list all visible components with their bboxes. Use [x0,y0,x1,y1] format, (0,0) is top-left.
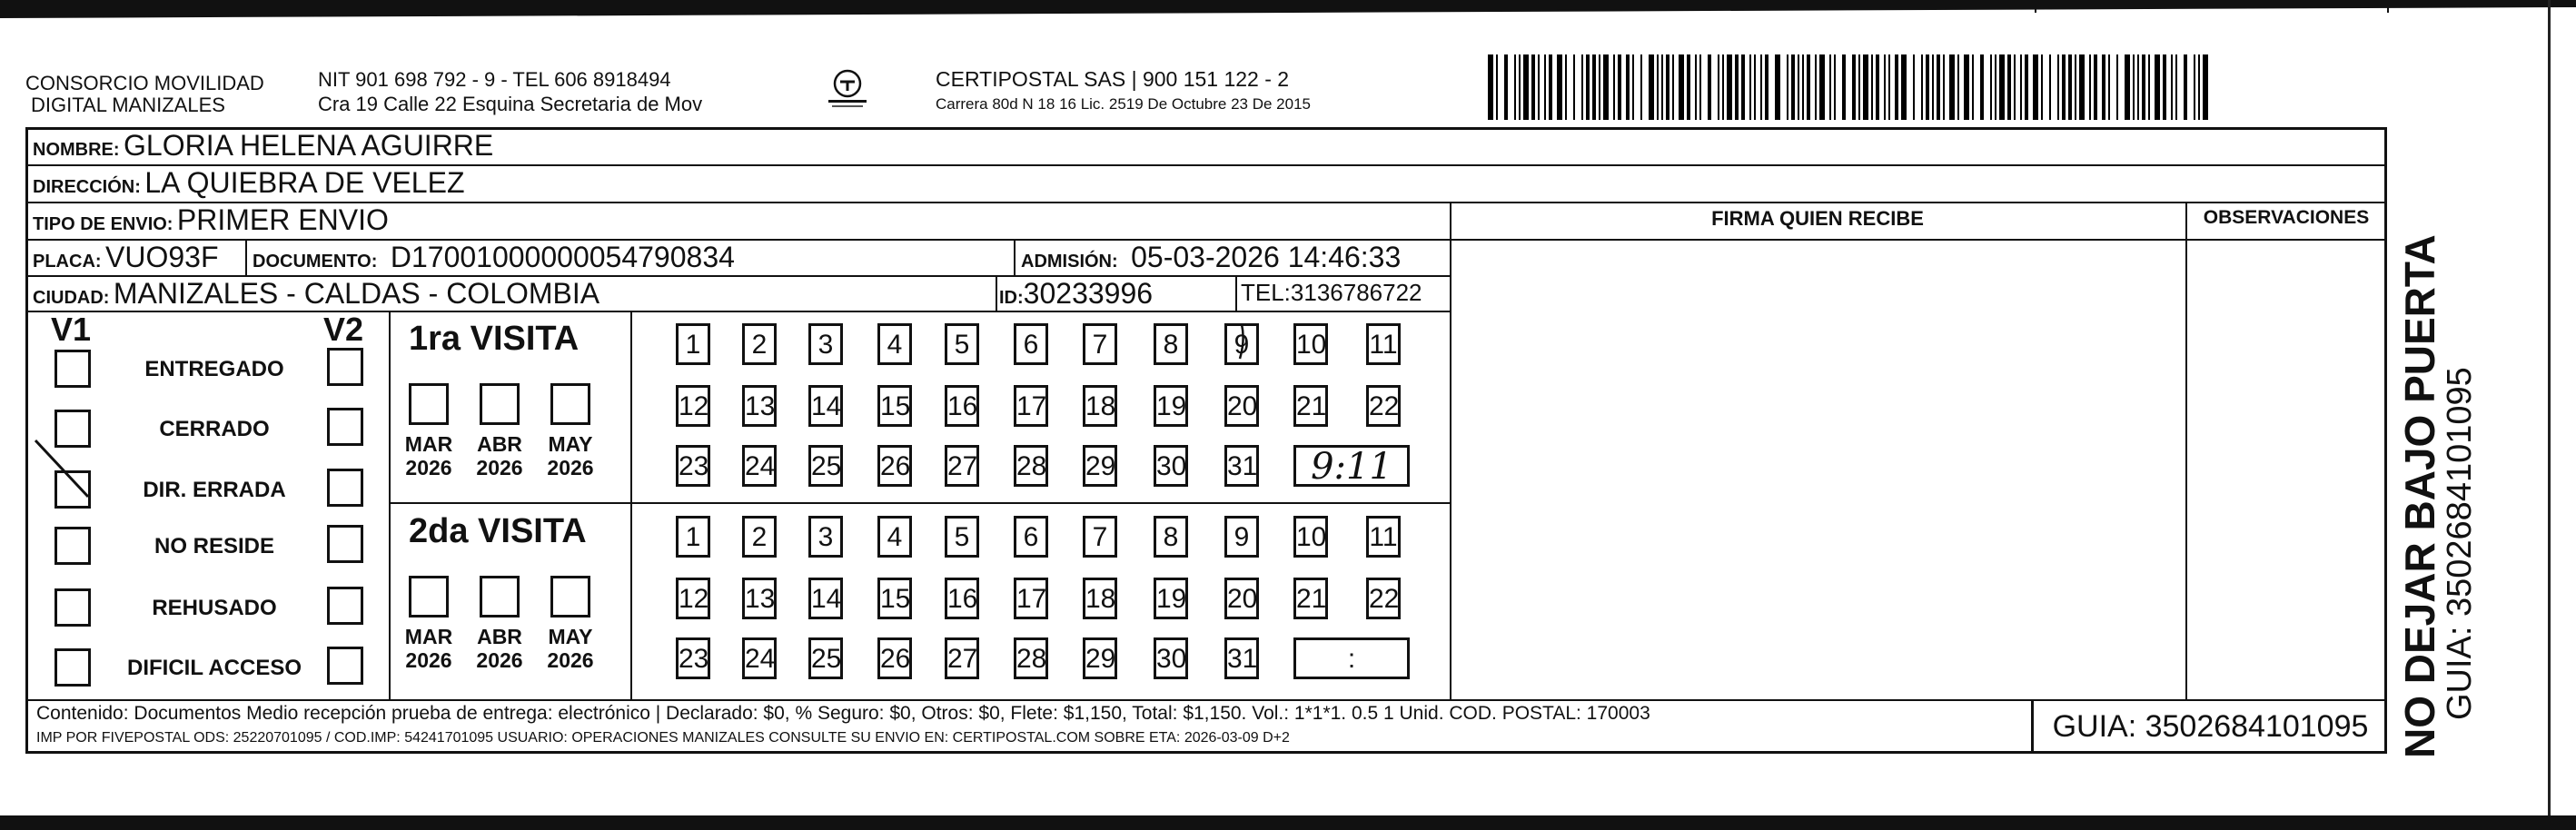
barcode-bar [1802,54,1804,120]
month-year: 2026 [547,648,594,672]
barcode-bar [1657,54,1659,120]
month-name: MAY [548,432,593,456]
status-option-label: REHUSADO [152,596,277,620]
firma-column-divider [1450,202,1451,699]
day-box[interactable]: 10 [1293,516,1328,558]
barcode-bar [1937,54,1940,120]
barcode-bar [1514,54,1516,120]
nombre-value: GLORIA HELENA AGUIRRE [124,129,494,162]
direccion-row [33,166,464,200]
barcode [1488,54,2211,120]
barcode-bar [1852,54,1856,120]
v2-checkbox[interactable] [327,348,363,386]
ciudad-cell [33,277,599,311]
barcode-bar [2075,54,2076,120]
placa-label: PLACA: [33,252,102,272]
month-checkbox[interactable] [409,576,449,618]
barcode-bar [1990,54,1992,120]
observaciones-label: OBSERVACIONES [2203,207,2370,228]
barcode-bar [2102,54,2105,120]
visit-time: 9:11 [1311,446,1392,488]
day-box[interactable]: 14 [808,578,843,619]
day-box[interactable]: 18 [1083,578,1117,619]
barcode-bar [1815,54,1817,120]
month-label [542,625,599,672]
barcode-bar [1544,54,1546,120]
day-box[interactable]: 4 [877,516,912,558]
tipo-envio-value: PRIMER ENVIO [176,203,389,236]
barcode-bar [1581,54,1583,120]
day-box[interactable]: 1 [676,516,710,558]
day-box[interactable]: 20 [1224,578,1259,619]
day-box[interactable]: 5 [945,323,979,365]
day-box[interactable]: 6 [1014,516,1048,558]
day-box[interactable]: 7 [1083,516,1117,558]
barcode-bar [1888,54,1890,120]
day-box[interactable]: 21 [1293,385,1328,427]
barcode-bar [2171,54,2173,120]
barcode-bar [1871,54,1873,120]
barcode-bar [1666,54,1669,120]
company-name [25,73,264,116]
barcode-bar [2068,54,2072,120]
barcode-bar [1573,54,1575,120]
barcode-bar [2033,54,2038,120]
barcode-bar [2020,54,2022,120]
barcode-bar [2125,54,2130,120]
month-checkbox[interactable] [480,576,520,618]
barcode-bar [1884,54,1886,120]
barcode-bar [1741,54,1745,120]
v1-checkbox[interactable] [54,648,91,687]
barcode-bar [2094,54,2097,120]
barcode-bar [1972,54,1974,120]
day-box[interactable]: 29 [1083,637,1117,679]
day-number: 9 [1234,330,1250,360]
month-label [471,432,528,479]
month-name: MAR [404,432,453,456]
v2-checkbox[interactable] [327,587,363,625]
barcode-bar [1519,54,1521,120]
top-divider [2387,0,2389,13]
day-box[interactable]: 13 [742,578,777,619]
documento-value: D17001000000054790834 [390,241,735,273]
day-box[interactable]: 17 [1014,578,1048,619]
nombre-row [33,129,493,163]
day-box[interactable]: 18 [1083,385,1117,427]
day-box[interactable]: 8 [1154,516,1188,558]
day-box[interactable]: 24 [742,637,777,679]
barcode-bar [1995,54,1996,120]
barcode-bar [1949,54,1955,120]
day-box[interactable]: 8 [1154,323,1188,365]
barcode-bar [1504,54,1508,120]
barcode-bar [1718,54,1719,120]
barcode-bar [2142,54,2145,120]
ciudad-value: MANIZALES - CALDAS - COLOMBIA [113,277,600,310]
barcode-bar [1798,54,1799,120]
barcode-bar [1496,54,1498,120]
barcode-bar [1735,54,1739,120]
barcode-bar [1787,54,1788,120]
month-checkbox[interactable] [550,576,590,618]
visit-time-box[interactable] [1293,445,1410,487]
day-box[interactable]: 7 [1083,323,1117,365]
status-option-label: CERRADO [159,417,270,441]
visit-title: 1ra VISITA [409,320,580,358]
day-box[interactable]: 31 [1224,445,1259,487]
day-box[interactable]: 26 [877,637,912,679]
side-guia-text: GUIA: 3502684101095 [2441,367,2479,720]
day-box[interactable]: 4 [877,323,912,365]
observaciones-column-divider [2185,202,2187,699]
visit-title: 2da VISITA [409,512,587,550]
id-label: ID: [999,288,1024,308]
visit-time-box[interactable] [1293,637,1410,679]
bottom-edge-bar [0,815,2576,830]
id-value: 30233996 [1023,277,1154,310]
month-label [471,625,528,672]
address-line: Cra 19 Calle 22 Esquina Secretaria de Mov [318,93,703,115]
barcode-bar [1538,54,1540,120]
status-divider [389,311,391,699]
month-name: MAY [548,625,593,648]
side-warning [2398,234,2478,758]
nit-line: NIT 901 698 792 - 9 - TEL 606 8918494 [318,68,671,91]
barcode-bar [1722,54,1724,120]
day-box[interactable]: 3 [808,516,843,558]
day-box[interactable]: 30 [1154,445,1188,487]
placa-cell [33,241,218,274]
barcode-bar [2116,54,2118,120]
barcode-bar [1613,54,1615,120]
handwritten-mark-icon [1233,322,1260,364]
barcode-bar [1549,54,1552,120]
day-box[interactable]: 26 [877,445,912,487]
barcode-bar [1603,54,1609,120]
day-box[interactable]: 27 [945,637,979,679]
barcode-bar [1586,54,1590,120]
barcode-bar [2049,54,2051,120]
day-box[interactable]: 2 [742,516,777,558]
day-box[interactable]: 3 [808,323,843,365]
day-box[interactable]: 21 [1293,578,1328,619]
direccion-label: DIRECCIÓN: [33,177,141,197]
barcode-bar [2163,54,2166,120]
month-year: 2026 [405,456,452,479]
barcode-bar [1863,54,1868,120]
barcode-bar [1999,54,2005,120]
day-box[interactable]: 23 [676,637,710,679]
day-box[interactable]: 30 [1154,637,1188,679]
barcode-bar [1640,54,1642,120]
carrier-address: Carrera 80d N 18 16 Lic. 2519 De Octubre 23 De 2015 [936,95,1311,113]
barcode-bar [1523,54,1529,120]
day-box[interactable]: 28 [1014,445,1048,487]
day-box[interactable]: 25 [808,445,843,487]
v2-checkbox[interactable] [327,647,363,685]
barcode-bar [1708,54,1711,120]
barcode-bar [1765,54,1769,120]
barcode-bar [2194,54,2195,120]
barcode-bar [1775,54,1780,120]
barcode-bar [1791,54,1795,120]
month-checkbox[interactable] [550,383,590,425]
company-line-2: DIGITAL MANIZALES [31,94,225,116]
month-name: ABR [477,625,522,648]
barcode-bar [1926,54,1929,120]
day-box[interactable]: 19 [1154,385,1188,427]
day-box[interactable]: 31 [1224,637,1259,679]
month-name: MAR [404,625,453,648]
carrier-info [936,67,1311,116]
barcode-bar [2137,54,2139,120]
day-box[interactable]: 1 [676,323,710,365]
month-label [542,432,599,479]
barcode-bar [1932,54,1934,120]
barcode-bar [1858,54,1860,120]
barcode-bar [2089,54,2091,120]
id-divider [996,275,997,311]
day-box[interactable]: 19 [1154,578,1188,619]
day-box[interactable]: 15 [877,385,912,427]
month-name: ABR [477,432,522,456]
status-option-label: NO RESIDE [154,534,275,558]
guia-number: GUIA: 3502684101095 [2031,699,2387,754]
barcode-bar [2014,54,2016,120]
carrier-line: CERTIPOSTAL SAS | 900 151 122 - 2 [936,67,1290,91]
barcode-bar [1876,54,1879,120]
company-contact [318,67,702,116]
id-cell [999,277,1153,311]
barcode-bar [1749,54,1751,120]
v2-checkbox[interactable] [327,469,363,507]
row-divider [25,311,1450,312]
barcode-bar [1819,54,1825,120]
barcode-bar [1488,54,1493,120]
documento-cell [253,241,735,274]
barcode-bar [2007,54,2011,120]
firma-label: FIRMA QUIEN RECIBE [1711,207,1924,230]
documento-label: DOCUMENTO: [253,252,378,272]
barcode-bar [1807,54,1810,120]
day-box[interactable]: 28 [1014,637,1048,679]
barcode-bar [2148,54,2150,120]
day-box[interactable]: 11 [1366,516,1401,558]
visit-time: : [1347,644,1356,674]
day-box[interactable]: 20 [1224,385,1259,427]
day-box[interactable]: 16 [945,578,979,619]
barcode-bar [1727,54,1732,120]
barcode-bar [1626,54,1630,120]
tel-divider [1235,275,1237,311]
visit-divider [389,502,1450,504]
tel-cell [1241,279,1422,307]
barcode-bar [1921,54,1923,120]
barcode-bar [2025,54,2028,120]
barcode-bar [1649,54,1654,120]
barcode-bar [1672,54,1674,120]
month-year: 2026 [405,648,452,672]
barcode-bar [1957,54,1959,120]
barcode-bar [1687,54,1690,120]
tel-label: TEL: [1241,279,1291,306]
footer-imp-line: IMP POR FIVEPOSTAL ODS: 25220701095 / COD.IMP: 54241701095 USUARIO: OPERACIONES MANIZALES CONSULTE SU ENVIO EN: CERTIPOSTAL.COM SOBRE ETA: 2026-03-09 D+2 [36,730,1290,746]
day-box[interactable]: 29 [1083,445,1117,487]
nombre-label: NOMBRE: [33,140,120,160]
barcode-bar [1901,54,1907,120]
day-box[interactable]: 15 [877,578,912,619]
barcode-bar [2155,54,2160,120]
day-box[interactable]: 25 [808,637,843,679]
day-box[interactable]: 22 [1366,578,1401,619]
status-option-label: DIR. ERRADA [143,478,286,502]
barcode-bar [1895,54,1898,120]
barcode-bar [1599,54,1600,120]
day-box[interactable]: 2 [742,323,777,365]
barcode-bar [1531,54,1535,120]
barcode-bar [2079,54,2085,120]
month-checkbox[interactable] [480,383,520,425]
barcode-bar [1618,54,1621,120]
admision-divider [1014,239,1016,275]
tipo-envio-row [33,203,389,237]
admision-cell [1021,241,1401,274]
visit-title-divider [630,311,632,699]
certipostal-logo-icon [825,67,870,111]
month-year: 2026 [547,456,594,479]
v1-checkbox[interactable] [54,588,91,627]
v1-checkbox[interactable] [54,350,91,388]
barcode-bar [2062,54,2066,120]
barcode-bar [1592,54,1596,120]
admision-value: 05-03-2026 14:46:33 [1131,241,1402,273]
day-box[interactable]: 23 [676,445,710,487]
status-option-label: DIFICIL ACCESO [126,656,302,680]
side-warning-text: NO DEJAR BAJO PUERTA [2396,234,2443,758]
barcode-bar [2057,54,2059,120]
month-label [401,625,457,672]
day-box[interactable] [1224,323,1259,365]
tipo-envio-label: TIPO DE ENVIO: [33,214,173,234]
barcode-bar [1943,54,1945,120]
barcode-bar [1842,54,1846,120]
barcode-bar [1760,54,1762,120]
day-box[interactable]: 12 [676,578,710,619]
barcode-bar [1913,54,1915,120]
day-box[interactable]: 13 [742,385,777,427]
tel-value: 3136786722 [1290,279,1422,306]
day-box[interactable]: 10 [1293,323,1328,365]
day-box[interactable]: 27 [945,445,979,487]
month-label [401,432,457,479]
barcode-bar [1754,54,1756,120]
barcode-bar [1834,54,1836,120]
day-box[interactable]: 5 [945,516,979,558]
barcode-bar [1964,54,1969,120]
v2-checkbox[interactable] [327,525,363,563]
v1-checkbox[interactable] [54,470,91,509]
day-box[interactable]: 12 [676,385,710,427]
barcode-bar [1695,54,1697,120]
day-box[interactable]: 17 [1014,385,1048,427]
barcode-bar [1661,54,1663,120]
barcode-bar [2203,54,2208,120]
placa-divider [245,239,247,275]
day-box[interactable]: 6 [1014,323,1048,365]
barcode-bar [1565,54,1567,120]
month-year: 2026 [476,456,523,479]
month-checkbox[interactable] [409,383,449,425]
day-box[interactable]: 16 [945,385,979,427]
v2-checkbox[interactable] [327,408,363,446]
barcode-bar [2198,54,2200,120]
barcode-bar [2184,54,2187,120]
v2-label: V2 [323,311,364,348]
company-line-1: CONSORCIO MOVILIDAD [25,72,264,94]
admision-label: ADMISIÓN: [1021,252,1118,272]
barcode-bar [1829,54,1831,120]
barcode-bar [2175,54,2177,120]
barcode-bar [2133,54,2135,120]
day-box[interactable]: 14 [808,385,843,427]
footer-content-line: Contenido: Documentos Medio recepción prueba de entrega: electrónico | Declarado: $0, % Seguro: $0, Otros: $0, Flete: $1,150, Total: $1,150. Vol.: 1*1*1. 0.5 1 Unid. COD. POSTAL: 170003 [36,703,1650,724]
barcode-bar [2108,54,2110,120]
v1-checkbox[interactable] [54,527,91,565]
placa-value: VUO93F [105,241,219,273]
ciudad-label: CIUDAD: [33,288,110,308]
direccion-value: LA QUIEBRA DE VELEZ [144,166,465,199]
barcode-bar [1632,54,1634,120]
day-box[interactable]: 24 [742,445,777,487]
v1-label: V1 [51,311,92,348]
barcode-bar [1699,54,1701,120]
top-edge-bar [0,0,2576,18]
day-box[interactable]: 11 [1366,323,1401,365]
barcode-bar [1980,54,1984,120]
month-year: 2026 [476,648,523,672]
status-option-label: ENTREGADO [144,357,284,381]
barcode-bar [1679,54,1684,120]
day-box[interactable]: 22 [1366,385,1401,427]
day-box[interactable]: 9 [1224,516,1259,558]
barcode-bar [1557,54,1562,120]
barcode-bar [2041,54,2043,120]
top-divider [2035,0,2036,13]
right-edge-line [2548,0,2551,817]
